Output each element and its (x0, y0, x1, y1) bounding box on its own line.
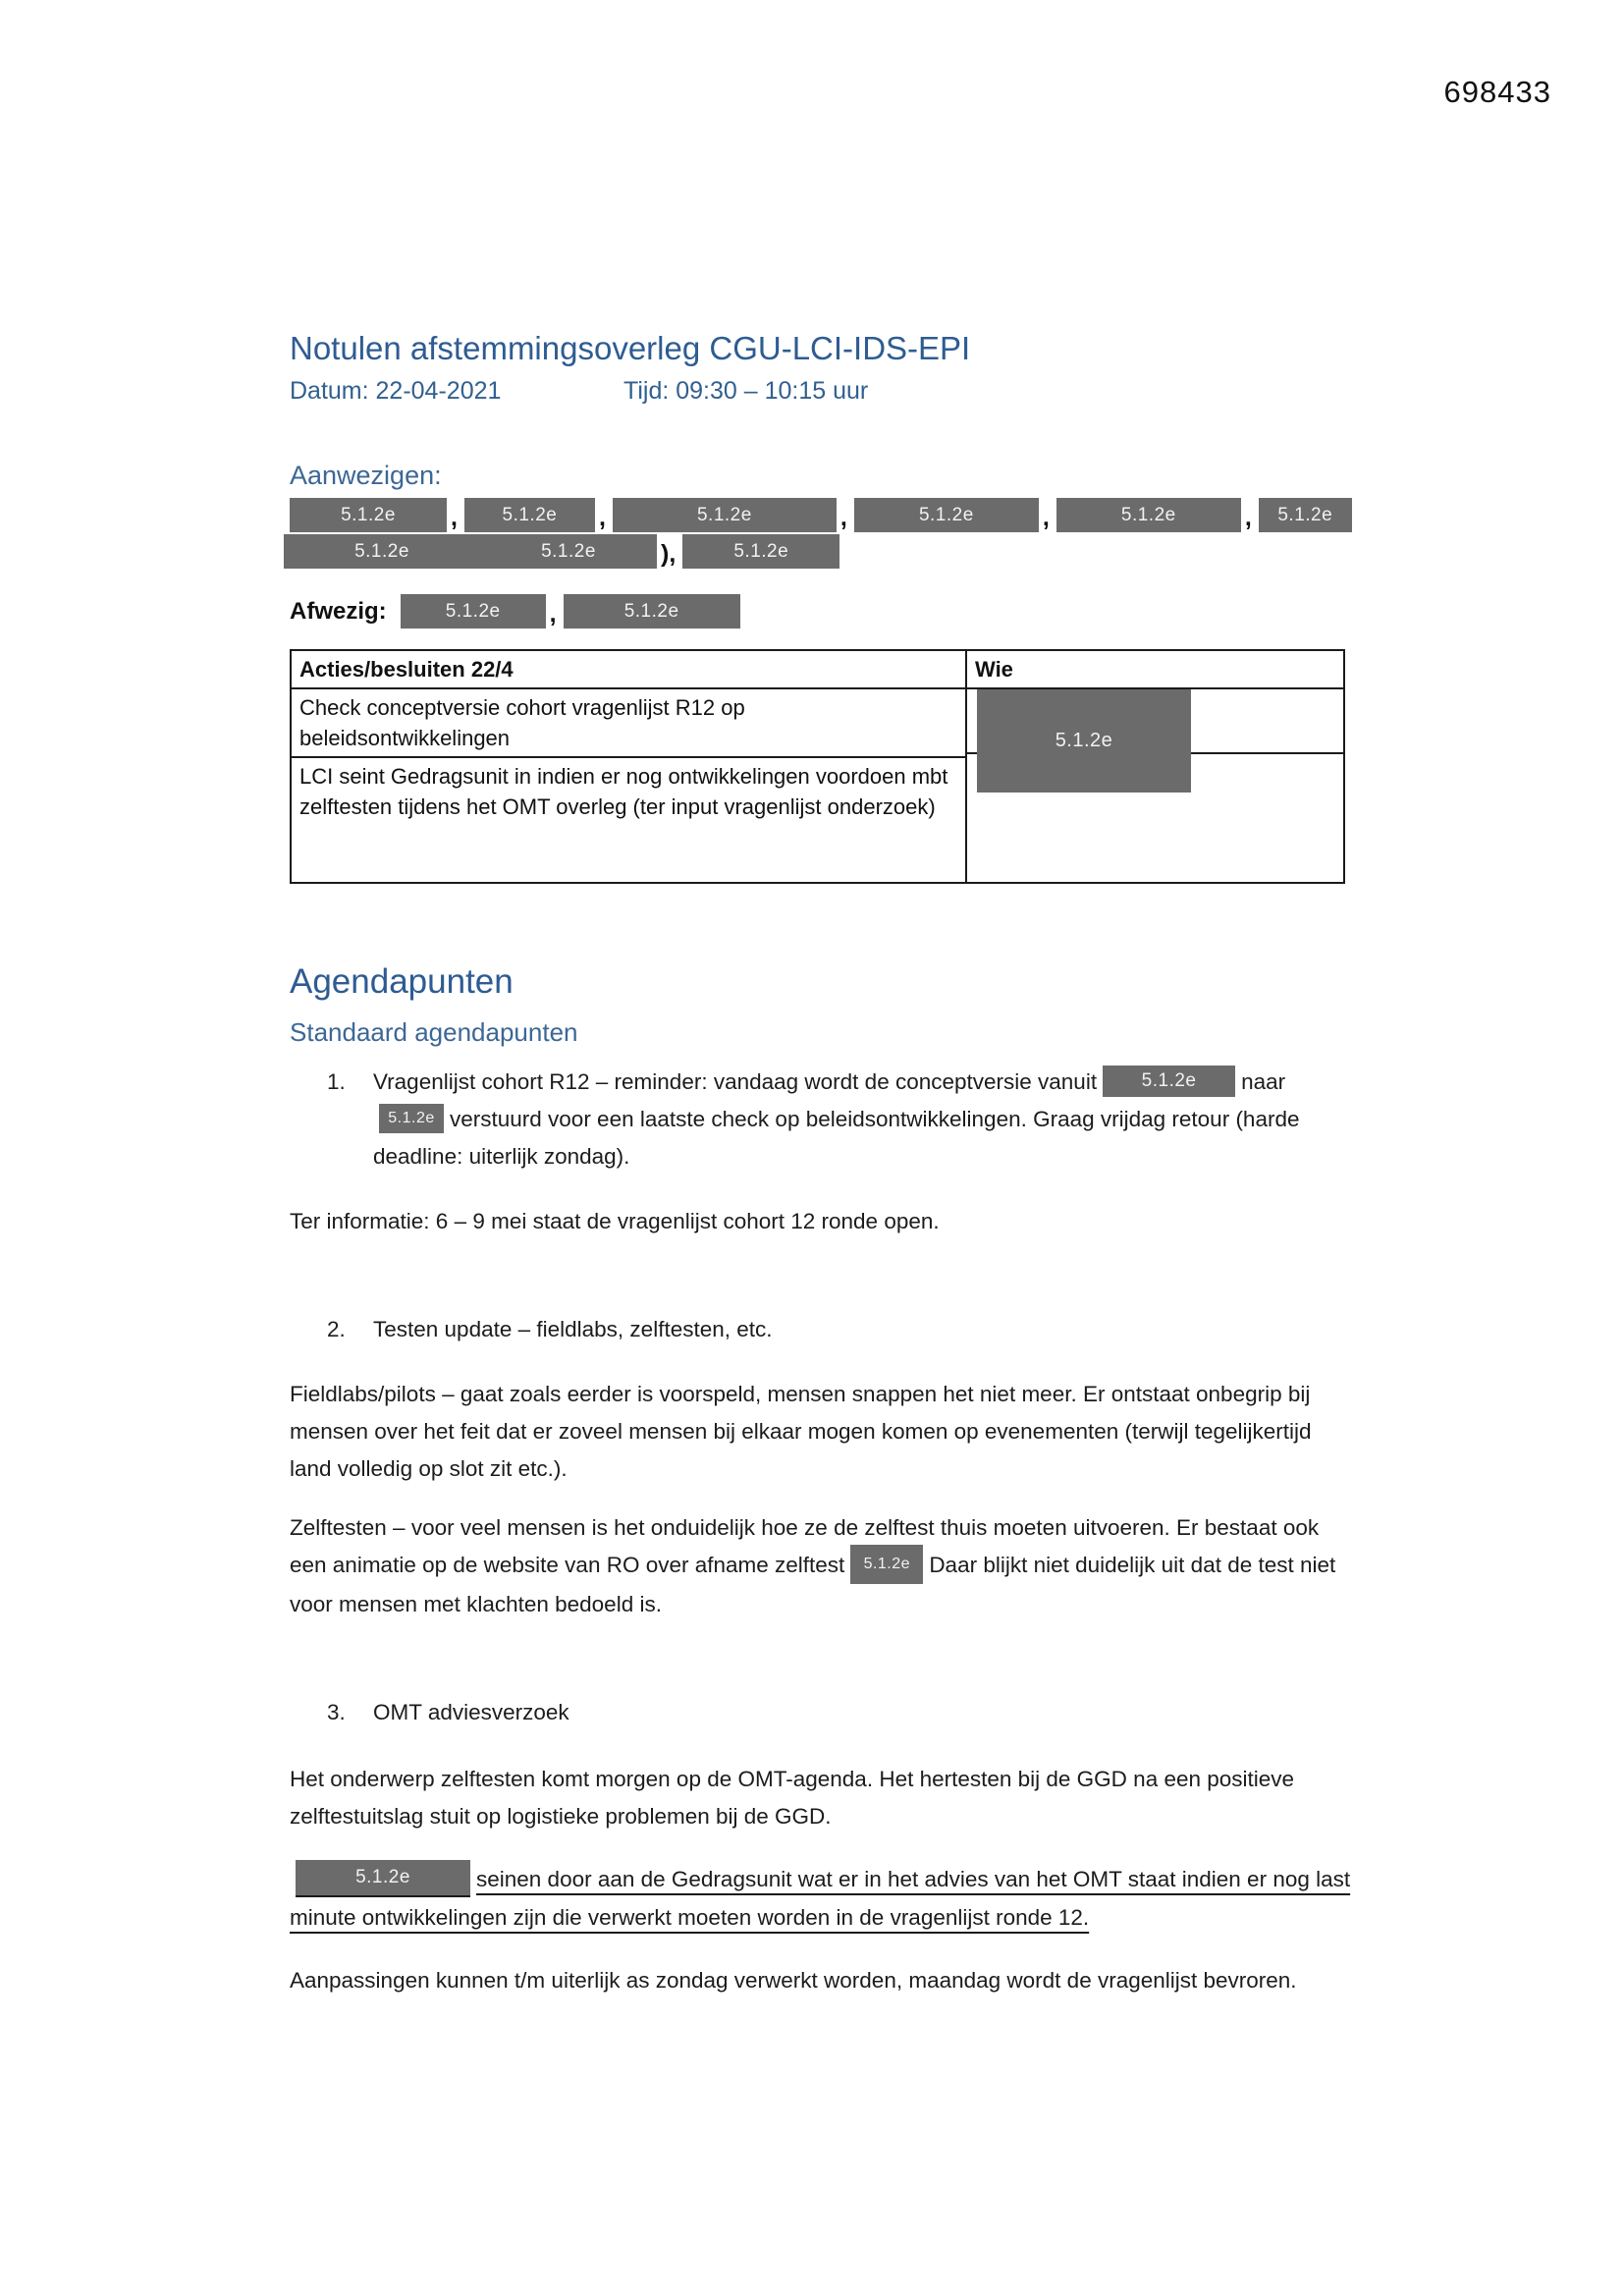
wie-header-cell: Wie (966, 650, 1344, 688)
wie-cell (966, 688, 1344, 883)
absent-row (290, 592, 1352, 629)
table-row (291, 688, 1344, 757)
document-content (290, 0, 1352, 1999)
page-title: Notulen afstemmingsoverleg CGU-LCI-IDS-EPI (290, 330, 971, 366)
zelftesten-paragraph (290, 1509, 1352, 1623)
attendees-heading: Aanwezigen: (290, 461, 442, 490)
agenda-item-3-text: OMT adviesverzoek (373, 1700, 569, 1725)
omt-paragraph: Het onderwerp zelftesten komt morgen op de OMT-agenda. Het hertesten bij de GGD na een positieve zelftestuitslag stuit op logistieke problemen bij de GGD. (290, 1767, 1295, 1830)
agenda-item-2-text: Testen update – fieldlabs, zelftesten, etc. (373, 1317, 773, 1341)
agenda-item-1-text (373, 1064, 1352, 1175)
document-id-number: 698433 (1443, 75, 1551, 109)
text-segment: naar (1241, 1069, 1286, 1094)
agenda-subheading: Standaard agendapunten (290, 1017, 578, 1047)
attendees-row-1 (290, 496, 1352, 532)
text-segment: Daar blijkt niet duidelijk uit dat de test niet voor mensen met klachten bedoeld is. (290, 1553, 1336, 1617)
redaction-box: 5.1.2e (1103, 1066, 1235, 1097)
underlined-paragraph (290, 1861, 1352, 1937)
time-label: Tijd: 09:30 – 10:15 uur (623, 377, 869, 405)
redaction-box: 5.1.2e (1259, 498, 1352, 532)
agenda-heading: Agendapunten (290, 962, 514, 1001)
redaction-box: 5.1.2e (613, 498, 837, 532)
agenda-item-3 (290, 1694, 1352, 1731)
redaction-box: 5.1.2e (977, 689, 1191, 793)
redaction-box: 5.1.2e (682, 534, 839, 569)
actions-table-header-row (291, 650, 1344, 688)
redaction-box: 5.1.2e (284, 534, 480, 569)
redaction-box: 5.1.2e (564, 594, 740, 629)
action-cell-1: Check conceptversie cohort vragenlijst R12 op beleidsontwikkelingen (291, 688, 966, 757)
text-segment: Vragenlijst cohort R12 – reminder: vandaag wordt de conceptversie vanuit (373, 1069, 1098, 1094)
redaction-box: 5.1.2e (850, 1545, 923, 1584)
separator: , (1244, 504, 1252, 531)
redaction-box: 5.1.2e (290, 498, 447, 532)
separator: ), (661, 540, 677, 568)
redaction-box: 5.1.2e (401, 594, 546, 629)
separator: , (839, 504, 847, 531)
redaction-box: 5.1.2e (379, 1104, 444, 1133)
separator: , (451, 504, 458, 531)
fieldlabs-paragraph: Fieldlabs/pilots – gaat zoals eerder is voorspeld, mensen snappen het niet meer. Er ontstaat onbegrip bij mensen over het feit dat er zoveel mensen bij elkaar mogen komen op evenementen (terwijl tegelijkertijd land volledig op slot zit etc.). (290, 1382, 1312, 1481)
action-cell-2: LCI seint Gedragsunit in indien er nog ontwikkelingen voordoen mbt zelftesten tijdens het OMT overleg (ter input vragenlijst onderzoek) (291, 757, 966, 883)
aanpassingen-paragraph: Aanpassingen kunnen t/m uiterlijk as zondag verwerkt worden, maandag wordt de vragenlijst bevroren. (290, 1968, 1297, 1994)
redaction-box: 5.1.2e (480, 534, 657, 569)
actions-table (290, 649, 1345, 884)
actions-header-cell: Acties/besluiten 22/4 (291, 650, 966, 688)
list-number: 2. (327, 1317, 346, 1341)
attendees-list (290, 496, 1352, 569)
agenda-item-1 (290, 1064, 1352, 1175)
list-number: 3. (327, 1700, 346, 1725)
meta-row (290, 377, 1352, 406)
agenda-item-2 (290, 1311, 1352, 1348)
text-segment: Zelftesten – voor veel mensen is het onduidelijk hoe ze de zelftest thuis moeten uitvoeren. Er bestaat ook een animatie op de website van RO over afname zelftest (290, 1515, 1320, 1577)
separator: , (598, 504, 606, 531)
absent-label: Afwezig: (290, 598, 387, 625)
info-paragraph: Ter informatie: 6 – 9 mei staat de vragenlijst cohort 12 ronde open. (290, 1209, 940, 1233)
redaction-box: 5.1.2e (464, 498, 595, 532)
separator: , (1042, 504, 1050, 531)
date-label: Datum: 22-04-2021 (290, 377, 502, 405)
text-segment: verstuurd voor een laatste check op beleidsontwikkelingen. Graag vrijdag retour (harde deadline: uiterlijk zondag). (373, 1107, 1300, 1169)
list-number: 1. (327, 1069, 346, 1094)
redaction-box: 5.1.2e (1056, 498, 1241, 532)
separator: , (549, 600, 557, 628)
underlined-text: seinen door aan de Gedragsunit wat er in het advies van het OMT staat indien er nog last minute ontwikkelingen zijn die verwerkt moeten worden in de vragenlijst ronde 12. (290, 1867, 1351, 1931)
redaction-box: 5.1.2e (854, 498, 1039, 532)
redaction-box: 5.1.2e (296, 1860, 470, 1897)
attendees-row-2 (284, 532, 1352, 569)
